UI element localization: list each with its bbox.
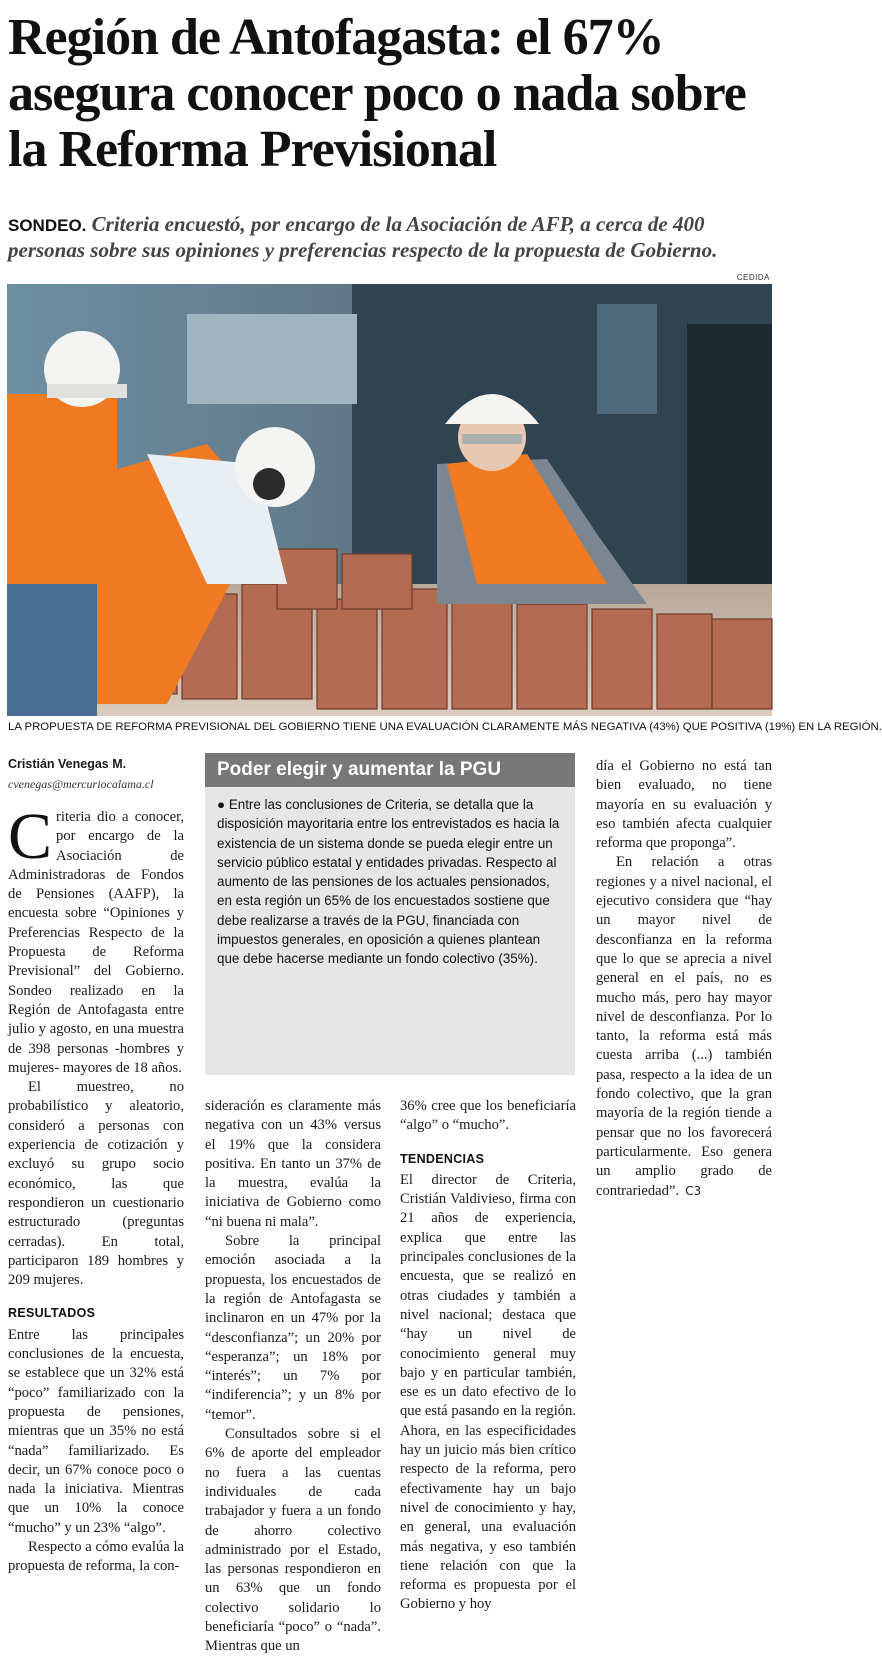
byline-author: Cristián Venegas M. (8, 757, 127, 771)
subhead (8, 212, 773, 263)
end-mark-icon: C3 (685, 1183, 702, 1198)
sidebar-box-body (205, 787, 575, 969)
article-column-4 (596, 757, 772, 1201)
article-column-1 (8, 800, 184, 1577)
sidebar-box (205, 753, 575, 1075)
dropcap: C (8, 800, 53, 873)
factory-panel (597, 304, 657, 414)
article-paragraph: Sobre la principal emoción asociada a la propuesta, los encuestados de la región de Antofagasta se inclinaron en un 47% por la “desconfianza”; un 20% por “esperanza”; un 18% por “interés”; un 7% por “indiferencia”; y un 8% por “temor”. (205, 1233, 381, 1423)
article-paragraph: 36% cree que los beneficiaría “algo” o “mucho”. (400, 1098, 576, 1134)
article-paragraph: sideración es claramente más negativa con un 43% versus el 19% que la considera positiva. En tanto un 37% de la muestra, evalúa la iniciativa de Gobierno como “ni buena ni mala”. (205, 1098, 381, 1230)
article-paragraph: El director de Criteria, Cristián Valdivieso, firma con 21 años de experiencia, explica que entre las principales conclusiones de la encuesta, que se realizó en otras ciudades y también a nivel nacional; destaca que “hay un nivel de conocimiento general muy bajo y en particular también, ese es un dato efectivo de lo que está pasando en la región. Ahora, en las especificidades hay un juicio más bien crítico respecto de la reforma, pero efectivamente hay un bajo nivel de conocimiento y hay, en general, una evaluación más negativa, y eso también tiene relación con que la reforma es propuesta por el Gobierno y hoy (400, 1171, 576, 1613)
article-paragraph: Entre las principales conclusiones de la encuesta, se establece que un 32% está “poco” familiarizado con la propuesta de pensiones, mientras que un 35% no está “nada” familiarizado. Es decir, un 67% conoce poco o nada la iniciativa. Mientras que un 10% la conoce “mucho” y un 23% “algo”. (8, 1326, 184, 1536)
sidebar-box-text: Entre las conclusiones de Criteria, se detalla que la disposición mayoritaria entre los entrevistados es hacia la existencia de un sistema donde se pueda elegir entre un servicio público estatal y entidades privadas. Respecto al aumento de las pensiones de los actuales pensionados, en esta región un 65% de los encuestados sostiene que debe realizarse a través de la PGU, financiada con impuestos generales, en oposición a quienes plantean que debe hacerse mediante un fondo colectivo (35%). (217, 797, 560, 967)
news-photo (7, 284, 772, 716)
article-column-3 (400, 1097, 576, 1615)
article-paragraph: Respecto a cómo evalúa la propuesta de reforma, la con- (8, 1538, 184, 1575)
bullet-icon: ● (217, 797, 226, 812)
article-paragraph: Consultados sobre si el 6% de aporte del empleador no fuera a las cuentas individuales de cada trabajador y fuera a un fondo de ahorro colectivo administrado por el Estado, las personas respondieron en un 63% que un fondo colectivo solidario lo beneficiaría “poco” o “nada”. Mientras que un (205, 1426, 381, 1655)
subhead-text: Criteria encuestó, por encargo de la Asociación de AFP, a cerca de 400 personas sobre sus opiniones y preferencias respecto de la propuesta de Gobierno. (8, 212, 718, 262)
subhead-kicker: SONDEO. (8, 216, 87, 235)
byline-email[interactable]: cvenegas@mercuriocalama.cl (8, 777, 154, 791)
article-column-2 (205, 1097, 381, 1657)
article-paragraph: En relación a otras regiones y a nivel nacional, el ejecutivo considera que “hay un mayor nivel de desconfianza en la reforma que lo que se aprecia a nivel general en el país, no es mucho más, pero hay mayor nivel de desconfianza. Por lo tanto, la reforma está más cuesta arriba (...) también pasa, respecto a la idea de un fondo colectivo, que la gran mayoría de la región tiende a pensar que no los favorecerá particularmente. Eso genera un amplio grado de contrariedad”. C3 (596, 854, 772, 1199)
article-paragraph: día el Gobierno no está tan bien evaluado, no tiene mayoría en su evaluación y eso también afecta cualquier reforma que proponga”. (596, 758, 772, 852)
photo-credit: CEDIDA (736, 273, 770, 282)
sidebar-box-title: Poder elegir y aumentar la PGU (205, 753, 575, 787)
factory-window (187, 314, 357, 404)
article-paragraph: El muestreo, no probabilístico y aleatorio, consideró a personas con experiencia de cotización y excluyó su grupo socio económico, las que respondieron un cuestionario estructurado (preguntas cerradas). En total, participaron 189 hombres y 209 mujeres. (8, 1079, 184, 1289)
section-heading-tendencias: TENDENCIAS (400, 1151, 485, 1166)
photo-caption: LA PROPUESTA DE REFORMA PREVISIONAL DEL GOBIERNO TIENE UNA EVALUACIÓN CLARAMENTE MÁS NEGATIVA (43%) QUE POSITIVA (19%) EN LA REGIÓN. (8, 721, 882, 733)
headline: Región de Antofagasta: el 67% asegura conocer poco o nada sobre la Reforma Previsional (8, 9, 746, 178)
article-paragraph: Criteria dio a conocer, por encargo de la Asociación de Administradoras de Fondos de Pensiones (AAFP), la encuesta sobre “Opiniones y Preferencias Respecto de la Propuesta de Reforma Previsional” del Gobierno. Sondeo realizado en la Región de Antofagasta entre julio y agosto, en una muestra de 398 personas -hombres y mujeres- mayores de 18 años. (8, 800, 184, 1076)
section-heading-resultados: RESULTADOS (8, 1306, 96, 1321)
factory-door (687, 324, 772, 584)
